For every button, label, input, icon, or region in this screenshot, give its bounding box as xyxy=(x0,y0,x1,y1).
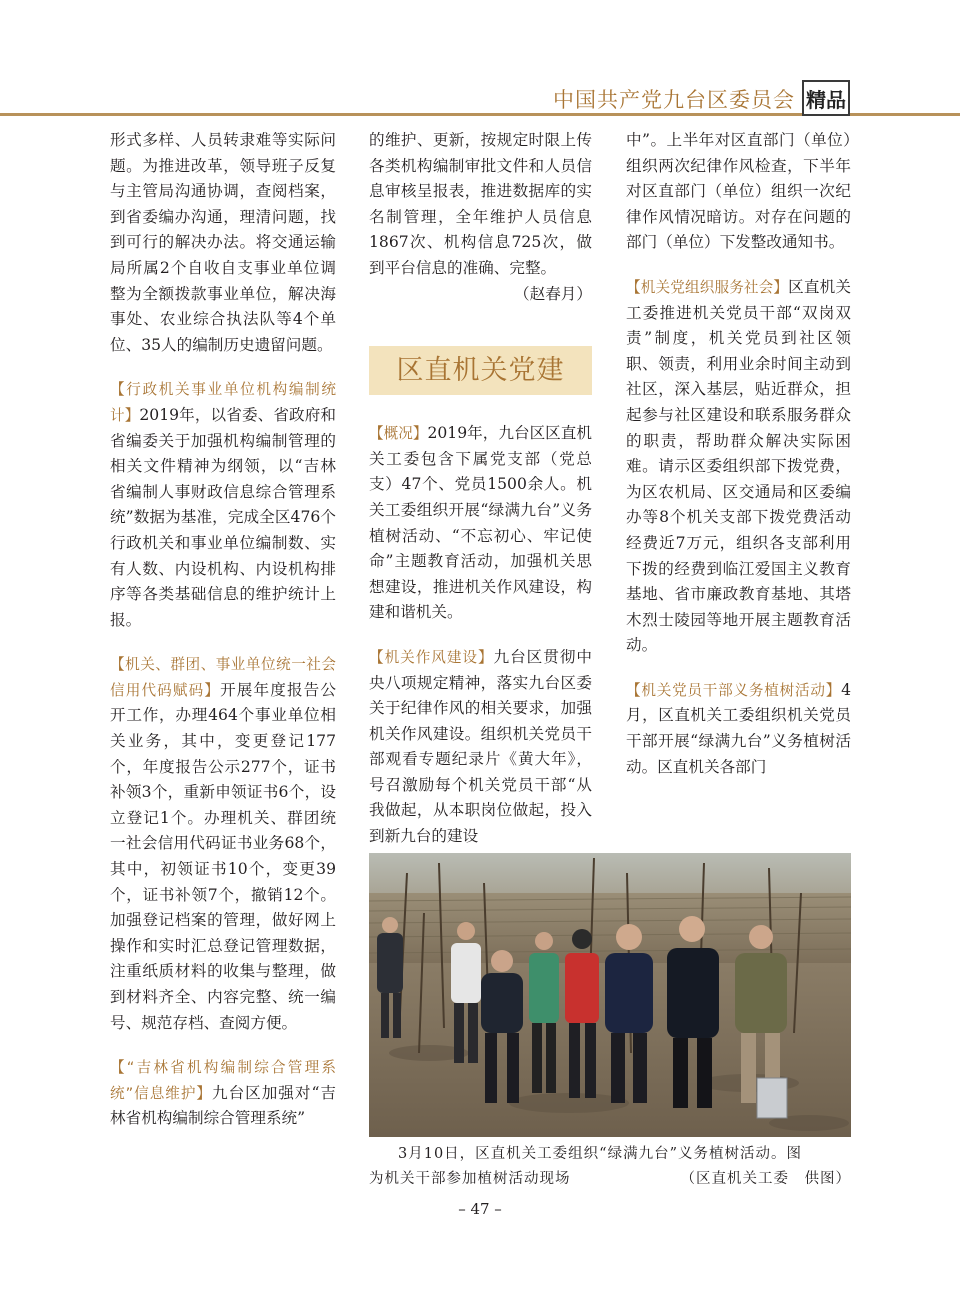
caption-credit: （区直机关工委 供图） xyxy=(680,1171,851,1187)
entry-keyword: 【“吉林省机构编制综合管理系统”信息维护】 xyxy=(110,1059,336,1102)
running-header-title: 中国共产党九台区委员会 xyxy=(553,88,795,112)
paragraph xyxy=(626,678,851,780)
paragraph xyxy=(369,645,592,850)
entry-body: 九台区贯彻中央八项规定精神，落实九台区委关于纪律作风的相关要求，加强机关作风建设。组织机关党员干部观看专题纪录片《黄大年》，号召激励每个机关党员干部“从我做起，从本职岗位做起，投入到新九台的建设 xyxy=(369,647,592,846)
bucket xyxy=(757,1078,787,1118)
author-credit: （赵春月） xyxy=(514,284,592,303)
paragraph xyxy=(369,421,592,626)
entry-body: 4月，区直机关工委组织机关党员干部开展“绿满九台”义务植树活动。区直机关各部门 xyxy=(626,680,851,776)
entry-keyword: 【概况】 xyxy=(369,425,428,443)
text-column-1 xyxy=(110,128,336,1132)
text-column-3 xyxy=(626,128,851,780)
paragraph xyxy=(626,275,851,659)
photo-illustration xyxy=(369,853,851,1137)
paragraph: 形式多样、人员转隶难等实际问题。为推进改革，领导班子反复与主管局沟通协调，查阅档案，到省委编办沟通，理清问题，找到可行的解决办法。将交通运输局所属2个自收自支事业单位调整为全额拨款事业单位，解决海事处、农业综合执法队等4个单位、35人的编制历史遗留问题。 xyxy=(110,131,336,354)
text-column-2 xyxy=(369,128,592,850)
entry-keyword: 【机关作风建设】 xyxy=(369,648,494,666)
caption-line: 3月10日，区直机关工委组织“绿满九台”义务植树活动。图 xyxy=(398,1146,802,1162)
entry-body: 九台区加强对“吉林省机构编制综合管理系统” xyxy=(110,1083,336,1128)
paragraph xyxy=(110,652,336,1036)
jingpin-logo: 精品 xyxy=(802,80,850,116)
entry-body: 开展年度报告公开工作，办理464个事业单位相关业务，其中，变更登记177个，年度报告公示277个，证书补领3个，重新申领证书6个，设立登记1个。办理机关、群团统一社会信用代码证书业务68个，其中，初领证书10个，变更39个，证书补领7个，撤销12个。加强登记档案的管理，做好网上操作和实时汇总登记管理数据，注重纸质材料的收集与整理，做到材料齐全、内容完整、统一编号、规范存档、查阅方便。 xyxy=(110,680,336,1032)
entry-body: 区直机关工委推进机关党员干部“双岗双责”制度，机关党员到社区领职、领责，利用业余时间主动到社区，深入基层，贴近群众，担起参与社区建设和联系服务群众的职责，帮助群众解决实际困难。请示区委组织部下拨党费，为区农机局、区交通局和区委编办等8个机关支部下拨党费活动经费近7万元，组织各支部利用下拨的经费到临江爱国主义教育基地、省市廉政教育基地、其塔木烈士陵园等地开展主题教育活动。 xyxy=(626,277,851,655)
entry-keyword: 【机关党组织服务社会】 xyxy=(626,278,789,296)
entry-keyword: 【机关党员干部义务植树活动】 xyxy=(626,681,842,699)
caption-line: 为机关干部参加植树活动现场 xyxy=(369,1171,571,1187)
section-heading: 区直机关党建 xyxy=(369,346,592,395)
entry-keyword: 【行政机关事业单位机构编制统计】 xyxy=(110,381,336,424)
tree-planting-photo xyxy=(369,853,851,1137)
page-number: – 47 – xyxy=(458,1200,502,1218)
photo-caption xyxy=(369,1142,851,1192)
entry-body: 2019年，九台区区直机关工委包含下属党支部（党总支）47个、党员1500余人。机关工委组织开展“绿满九台”义务植树活动、“不忘初心、牢记使命”主题教育活动，加强机关思想建设，推进机关作风建设，构建和谐机关。 xyxy=(369,424,592,622)
entry-keyword: 【机关、群团、事业单位统一社会信用代码赋码】 xyxy=(110,656,336,699)
paragraph xyxy=(110,377,336,633)
paragraph: 的维护、更新，按规定时限上传各类机构编制审批文件和人员信息审核呈报表，推进数据库的实名制管理，全年维护人员信息1867次、机构信息725次，做到平台信息的准确、完整。 xyxy=(369,131,592,277)
entry-body: 2019年，以省委、省政府和省编委关于加强机构编制管理的相关文件精神为纲领，以“吉林省编制人事财政信息综合管理系统”数据为基准，完成全区476个行政机关和事业单位编制数、实有人数、内设机构、内设机构排序等各类基础信息的维护统计上报。 xyxy=(110,405,336,629)
paragraph xyxy=(110,1055,336,1132)
paragraph: 中”。上半年对区直部门（单位）组织两次纪律作风检查，下半年对区直部门（单位）组织一次纪律作风情况暗访。对存在问题的部门（单位）下发整改通知书。 xyxy=(626,131,851,252)
